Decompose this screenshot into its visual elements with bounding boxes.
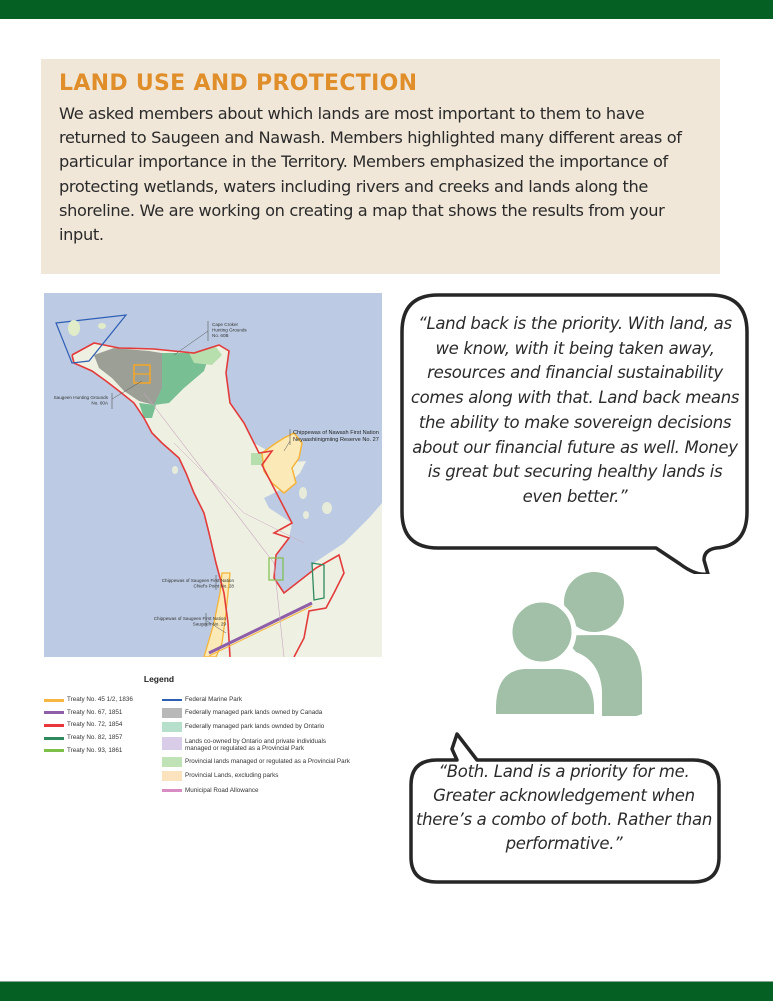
label-saugeen-hunting-2: No. 60A xyxy=(91,400,108,406)
label-saugeen-29: Chippewas of Saugeen First Nation xyxy=(153,616,226,621)
label-cape-croker-3: No. 60B xyxy=(212,333,229,338)
legend-item-area xyxy=(162,696,350,704)
intro-text: We asked members about which lands are most important to them to have returned to Saugeen and Nawash. Members highlighted many different areas of particular importance in the Territory. Members emphasized the importance of protecting wetlands, waters including rivers and creeks and lands along the shoreline. We are working on creating a map that shows the results from your input. xyxy=(59,104,682,245)
label-nawash: Chippewas of Nawash First Nation xyxy=(293,430,379,436)
label-saugeen-hunting: Saugeen Hunting Grounds xyxy=(53,395,108,400)
quote-text-2: “Both. Land is a priority for me. Greater acknowledgement when there’s a combo of both. Rather than performative.” xyxy=(415,762,713,853)
legend-label: Treaty No. 93, 1861 xyxy=(67,746,123,754)
legend-treaties xyxy=(44,696,133,759)
legend-label: Municipal Road Allowance xyxy=(185,786,259,794)
label-nawash-2: Neyaashiinigmiing Reserve No. 27 xyxy=(293,437,379,443)
territory-map xyxy=(44,293,382,657)
map-graphic xyxy=(44,293,382,657)
label-chiefs-point: Chippewas of Saugeen First Nation xyxy=(161,578,234,583)
quote-text-1: “Land back is the priority. With land, as we know, with it being taken away, resources and financial sustainability comes along with that. Land back means the ability to make sovereign decisions about our financial future as well. Money is great but securing healthy lands is even better.” xyxy=(410,314,740,506)
legend-swatch xyxy=(162,708,182,718)
legend-item-treaty xyxy=(44,709,133,717)
island xyxy=(303,511,309,519)
people-icon xyxy=(492,566,652,716)
footer-bar xyxy=(0,981,773,1001)
legend-swatch xyxy=(162,771,182,781)
header-bar xyxy=(0,0,773,19)
legend-swatch xyxy=(162,737,182,750)
legend-item-treaty xyxy=(44,734,133,742)
quote-bubble-1 xyxy=(398,292,750,574)
legend-label: Provincial Lands, excluding parks xyxy=(185,772,279,780)
legend-title: Legend xyxy=(143,674,175,684)
section-title: LAND USE AND PROTECTION xyxy=(59,71,418,96)
label-cape-croker-2: Hunting Grounds xyxy=(212,327,247,333)
legend-label: Treaty No. 45 1/2, 1836 xyxy=(67,696,133,703)
legend-item-area xyxy=(162,738,350,753)
legend-swatch xyxy=(44,711,64,714)
label-chiefs-point-2: Chief's Point No. 28 xyxy=(193,583,234,589)
legend-item-treaty xyxy=(44,747,133,755)
legend-item-area xyxy=(162,723,350,732)
legend-label: Treaty No. 67, 1851 xyxy=(67,708,123,716)
island xyxy=(98,323,106,329)
legend-item-area xyxy=(162,787,350,795)
intro-panel xyxy=(41,59,720,274)
island xyxy=(299,487,307,499)
legend-swatch xyxy=(44,737,64,740)
legend-label: Treaty No. 72, 1854 xyxy=(67,721,123,729)
legend-swatch xyxy=(162,789,182,792)
legend-swatch xyxy=(162,757,182,767)
legend-item-treaty xyxy=(44,721,133,729)
quote-bubble-2 xyxy=(405,727,723,887)
legend-swatch xyxy=(44,699,64,702)
legend-label: Federal Marine Park xyxy=(185,696,243,703)
legend-label: Lands co-owned by Ontario and private individuals managed or regulated as a Provincial Park xyxy=(185,737,327,753)
person-front-head xyxy=(510,600,574,664)
legend-swatch xyxy=(44,749,64,752)
legend-label: Federally managed park lands ownded by Ontario xyxy=(185,723,325,731)
map-legend xyxy=(44,670,389,795)
legend-item-area xyxy=(162,772,350,781)
person-front-body xyxy=(494,667,596,716)
legend-swatch xyxy=(162,722,182,732)
island xyxy=(322,502,332,514)
label-saugeen-29-2: Saugeen No. 29 xyxy=(192,621,226,627)
island xyxy=(68,320,80,336)
island xyxy=(172,466,178,474)
legend-swatch xyxy=(162,699,182,701)
legend-item-area xyxy=(162,758,350,767)
legend-label: Federally managed park lands owned by Canada xyxy=(185,708,323,716)
legend-areas xyxy=(162,696,350,800)
legend-swatch xyxy=(44,724,64,727)
legend-item-treaty xyxy=(44,696,133,704)
legend-item-area xyxy=(162,709,350,718)
legend-label: Provincial lands managed or regulated as a Provincial Park xyxy=(185,758,350,766)
label-cape-croker: Cape Croker xyxy=(212,322,239,327)
legend-label: Treaty No. 82, 1857 xyxy=(67,734,123,742)
